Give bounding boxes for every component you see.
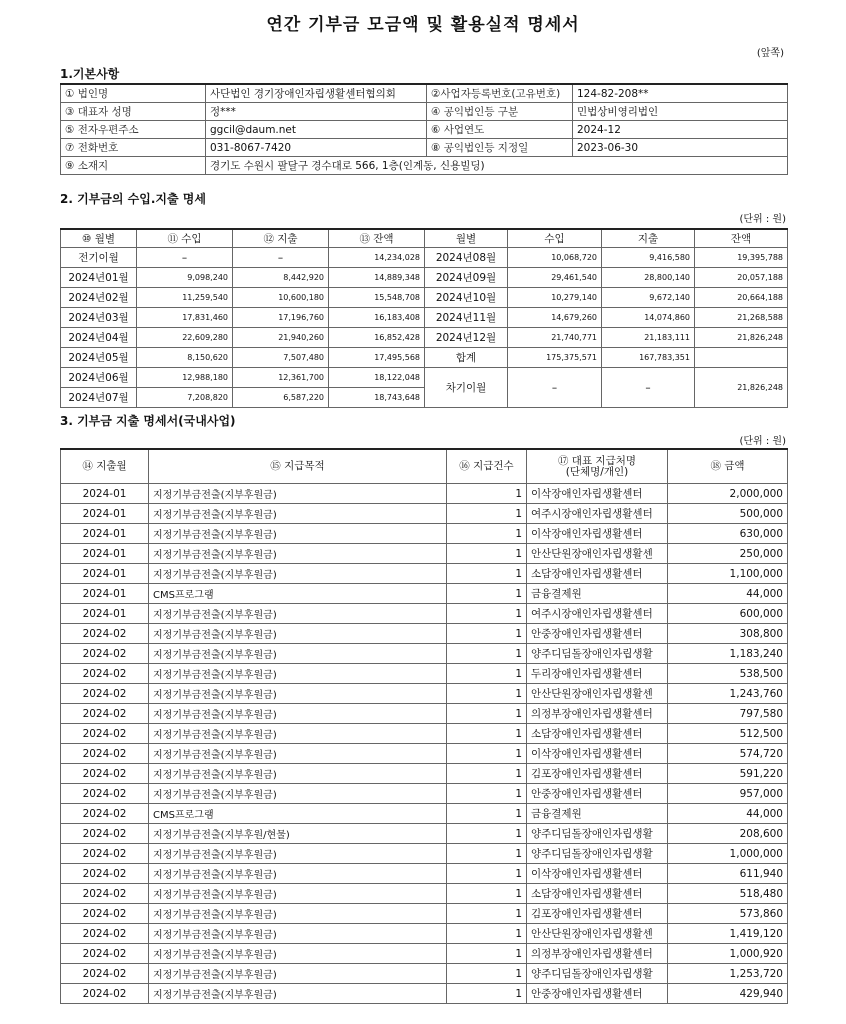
expense-payee: 김포장애인자립생활센터 bbox=[527, 904, 668, 924]
expense-amount: 538,500 bbox=[668, 664, 788, 684]
inc-balance: 14,889,348 bbox=[329, 268, 425, 288]
expense-amount: 308,800 bbox=[668, 624, 788, 644]
inc-income: 29,461,540 bbox=[508, 268, 602, 288]
table-row bbox=[61, 484, 788, 504]
inc-balance: 20,664,188 bbox=[695, 288, 788, 308]
info-row bbox=[61, 103, 788, 121]
info-value: 124-82-208** bbox=[573, 84, 788, 103]
expense-count: 1 bbox=[447, 844, 527, 864]
table-row bbox=[61, 944, 788, 964]
inc-month: 2024년09월 bbox=[425, 268, 508, 288]
table-row bbox=[61, 984, 788, 1004]
expense-month: 2024-02 bbox=[61, 684, 149, 704]
table-row bbox=[61, 544, 788, 564]
expense-payee: 양주디딤돌장애인자립생활 bbox=[527, 824, 668, 844]
inc-income: – bbox=[137, 248, 233, 268]
expense-amount: 1,253,720 bbox=[668, 964, 788, 984]
expense-count: 1 bbox=[447, 744, 527, 764]
expense-purpose: 지정기부금전출(지부후원금) bbox=[149, 964, 447, 984]
expense-month: 2024-01 bbox=[61, 564, 149, 584]
inc-row bbox=[61, 348, 788, 368]
expense-month: 2024-02 bbox=[61, 824, 149, 844]
expense-payee: 금융결제원 bbox=[527, 584, 668, 604]
inc-expense: 17,196,760 bbox=[233, 308, 329, 328]
expense-count: 1 bbox=[447, 584, 527, 604]
inc-row bbox=[61, 308, 788, 328]
expense-purpose: CMS프로그램 bbox=[149, 804, 447, 824]
expense-amount: 518,480 bbox=[668, 884, 788, 904]
income-expense-table bbox=[60, 228, 788, 408]
expense-count: 1 bbox=[447, 544, 527, 564]
expense-purpose: 지정기부금전출(지부후원금) bbox=[149, 484, 447, 504]
inc-header: ⑩ 월별 bbox=[61, 229, 137, 248]
expense-amount: 630,000 bbox=[668, 524, 788, 544]
expense-month: 2024-02 bbox=[61, 784, 149, 804]
expense-month: 2024-02 bbox=[61, 724, 149, 744]
expense-amount: 611,940 bbox=[668, 864, 788, 884]
inc-balance: 18,743,648 bbox=[329, 388, 425, 408]
inc-row bbox=[61, 268, 788, 288]
expense-payee: 두리장애인자립생활센터 bbox=[527, 664, 668, 684]
expense-payee: 양주디딤돌장애인자립생활 bbox=[527, 644, 668, 664]
info-label: ④ 공익법인등 구분 bbox=[427, 103, 573, 121]
expense-purpose: 지정기부금전출(지부후원금) bbox=[149, 764, 447, 784]
expense-month: 2024-02 bbox=[61, 624, 149, 644]
inc-expense: 28,800,140 bbox=[602, 268, 695, 288]
table-row bbox=[61, 844, 788, 864]
expense-purpose: 지정기부금전출(지부후원금) bbox=[149, 944, 447, 964]
expense-month: 2024-01 bbox=[61, 504, 149, 524]
expense-purpose: 지정기부금전출(지부후원금) bbox=[149, 644, 447, 664]
expense-count: 1 bbox=[447, 824, 527, 844]
expense-amount: 1,243,760 bbox=[668, 684, 788, 704]
inc-month: 전기이월 bbox=[61, 248, 137, 268]
info-label: ⑤ 전자우편주소 bbox=[61, 121, 206, 139]
expense-payee: 이삭장애인자립생활센터 bbox=[527, 524, 668, 544]
expense-month: 2024-02 bbox=[61, 644, 149, 664]
expense-purpose: 지정기부금전출(지부후원금) bbox=[149, 604, 447, 624]
inc-month: 2024년08월 bbox=[425, 248, 508, 268]
expense-count: 1 bbox=[447, 904, 527, 924]
info-label: ⑥ 사업연도 bbox=[427, 121, 573, 139]
expense-payee: 여주시장애인자립생활센터 bbox=[527, 604, 668, 624]
inc-month: 2024년10월 bbox=[425, 288, 508, 308]
address-label: ⑨ 소재지 bbox=[61, 157, 206, 175]
payee-header-line2: (단체명/개인) bbox=[565, 465, 629, 478]
table-row bbox=[61, 504, 788, 524]
expense-amount: 600,000 bbox=[668, 604, 788, 624]
inc-expense: 6,587,220 bbox=[233, 388, 329, 408]
inc-expense: 7,507,480 bbox=[233, 348, 329, 368]
inc-month: 합계 bbox=[425, 348, 508, 368]
inc-balance: 15,548,708 bbox=[329, 288, 425, 308]
expense-payee: 양주디딤돌장애인자립생활 bbox=[527, 964, 668, 984]
col-payee-header bbox=[527, 449, 668, 484]
table-row bbox=[61, 824, 788, 844]
info-value: 정*** bbox=[206, 103, 427, 121]
table-row bbox=[61, 744, 788, 764]
expense-count: 1 bbox=[447, 784, 527, 804]
inc-row bbox=[61, 248, 788, 268]
inc-expense: 8,442,920 bbox=[233, 268, 329, 288]
expense-purpose: 지정기부금전출(지부후원금) bbox=[149, 784, 447, 804]
info-value: 민법상비영리법인 bbox=[573, 103, 788, 121]
table-row bbox=[61, 784, 788, 804]
carry-month: 차기이월 bbox=[425, 368, 508, 408]
expense-month: 2024-02 bbox=[61, 904, 149, 924]
info-value: 031-8067-7420 bbox=[206, 139, 427, 157]
col-count-header: ⑯ 지급건수 bbox=[447, 449, 527, 484]
expense-amount: 44,000 bbox=[668, 584, 788, 604]
inc-header: ⑫ 지출 bbox=[233, 229, 329, 248]
inc-balance: 16,852,428 bbox=[329, 328, 425, 348]
table-row bbox=[61, 664, 788, 684]
table-row bbox=[61, 864, 788, 884]
expense-purpose: 지정기부금전출(지부후원금) bbox=[149, 704, 447, 724]
expense-amount: 957,000 bbox=[668, 784, 788, 804]
expense-month: 2024-02 bbox=[61, 704, 149, 724]
section1-heading: 1.기본사항 bbox=[60, 67, 120, 81]
expense-count: 1 bbox=[447, 564, 527, 584]
section2-unit: (단위 : 원) bbox=[739, 214, 786, 225]
inc-month: 2024년01월 bbox=[61, 268, 137, 288]
expense-payee: 안산단원장애인자립생활센 bbox=[527, 924, 668, 944]
expense-count: 1 bbox=[447, 704, 527, 724]
expense-month: 2024-01 bbox=[61, 604, 149, 624]
inc-balance: 16,183,408 bbox=[329, 308, 425, 328]
expense-month: 2024-01 bbox=[61, 584, 149, 604]
info-row-address bbox=[61, 157, 788, 175]
inc-expense: 167,783,351 bbox=[602, 348, 695, 368]
inc-income: 10,279,140 bbox=[508, 288, 602, 308]
info-row bbox=[61, 121, 788, 139]
expense-purpose: 지정기부금전출(지부후원금) bbox=[149, 864, 447, 884]
expense-purpose: 지정기부금전출(지부후원/현물) bbox=[149, 824, 447, 844]
info-label: ⑦ 전화번호 bbox=[61, 139, 206, 157]
expense-payee: 안중장애인자립생활센터 bbox=[527, 984, 668, 1004]
expense-month: 2024-02 bbox=[61, 924, 149, 944]
expense-month: 2024-02 bbox=[61, 964, 149, 984]
expense-count: 1 bbox=[447, 684, 527, 704]
expense-count: 1 bbox=[447, 944, 527, 964]
expense-payee: 이삭장애인자립생활센터 bbox=[527, 744, 668, 764]
expense-purpose: 지정기부금전출(지부후원금) bbox=[149, 924, 447, 944]
table-row bbox=[61, 924, 788, 944]
expense-month: 2024-01 bbox=[61, 484, 149, 504]
section3-unit: (단위 : 원) bbox=[739, 436, 786, 447]
expense-count: 1 bbox=[447, 664, 527, 684]
expense-amount: 208,600 bbox=[668, 824, 788, 844]
inc-header: 잔액 bbox=[695, 229, 788, 248]
table-row bbox=[61, 624, 788, 644]
inc-month: 2024년04월 bbox=[61, 328, 137, 348]
inc-header: 월별 bbox=[425, 229, 508, 248]
page-title: 연간 기부금 모금액 및 활용실적 명세서 bbox=[266, 15, 580, 35]
expense-count: 1 bbox=[447, 724, 527, 744]
basic-info-table bbox=[60, 83, 788, 175]
inc-month: 2024년12월 bbox=[425, 328, 508, 348]
table-row bbox=[61, 584, 788, 604]
expense-amount: 1,000,000 bbox=[668, 844, 788, 864]
expense-amount: 1,419,120 bbox=[668, 924, 788, 944]
inc-row bbox=[61, 328, 788, 348]
inc-header: 지출 bbox=[602, 229, 695, 248]
expense-month: 2024-02 bbox=[61, 664, 149, 684]
expense-purpose: 지정기부금전출(지부후원금) bbox=[149, 504, 447, 524]
inc-income: 21,740,771 bbox=[508, 328, 602, 348]
expense-payee: 안산단원장애인자립생활센 bbox=[527, 544, 668, 564]
expense-month: 2024-02 bbox=[61, 944, 149, 964]
expense-payee: 양주디딤돌장애인자립생활 bbox=[527, 844, 668, 864]
expense-count: 1 bbox=[447, 964, 527, 984]
expense-payee: 의정부장애인자립생활센터 bbox=[527, 944, 668, 964]
expense-purpose: 지정기부금전출(지부후원금) bbox=[149, 624, 447, 644]
inc-balance: 21,826,248 bbox=[695, 328, 788, 348]
table-row bbox=[61, 684, 788, 704]
expense-purpose: 지정기부금전출(지부후원금) bbox=[149, 984, 447, 1004]
inc-expense: 21,183,111 bbox=[602, 328, 695, 348]
expense-payee: 이삭장애인자립생활센터 bbox=[527, 484, 668, 504]
inc-income: 14,679,260 bbox=[508, 308, 602, 328]
inc-income: 175,375,571 bbox=[508, 348, 602, 368]
inc-month: 2024년02월 bbox=[61, 288, 137, 308]
carry-income: – bbox=[508, 368, 602, 408]
info-label: ②사업자등록번호(고유번호) bbox=[427, 84, 573, 103]
expense-payee: 소담장애인자립생활센터 bbox=[527, 884, 668, 904]
inc-header: ⑪ 수입 bbox=[137, 229, 233, 248]
inc-income: 12,988,180 bbox=[137, 368, 233, 388]
inc-balance: 18,122,048 bbox=[329, 368, 425, 388]
expense-purpose: 지정기부금전출(지부후원금) bbox=[149, 724, 447, 744]
expense-count: 1 bbox=[447, 604, 527, 624]
inc-balance bbox=[695, 348, 788, 368]
expense-payee: 금융결제원 bbox=[527, 804, 668, 824]
carry-expense: – bbox=[602, 368, 695, 408]
expense-amount: 500,000 bbox=[668, 504, 788, 524]
expense-amount: 2,000,000 bbox=[668, 484, 788, 504]
expense-detail-table bbox=[60, 448, 788, 1004]
expense-amount: 573,860 bbox=[668, 904, 788, 924]
inc-month: 2024년05월 bbox=[61, 348, 137, 368]
expense-count: 1 bbox=[447, 624, 527, 644]
col-amount-header: ⑱ 금액 bbox=[668, 449, 788, 484]
section3-heading: 3. 기부금 지출 명세서(국내사업) bbox=[60, 414, 236, 428]
inc-balance: 21,268,588 bbox=[695, 308, 788, 328]
inc-income: 10,068,720 bbox=[508, 248, 602, 268]
expense-payee: 의정부장애인자립생활센터 bbox=[527, 704, 668, 724]
expense-amount: 797,580 bbox=[668, 704, 788, 724]
expense-amount: 512,500 bbox=[668, 724, 788, 744]
expense-count: 1 bbox=[447, 484, 527, 504]
inc-month: 2024년06월 bbox=[61, 368, 137, 388]
expense-amount: 1,100,000 bbox=[668, 564, 788, 584]
info-value: 사단법인 경기장애인자립생활센터협의회 bbox=[206, 84, 427, 103]
inc-income: 11,259,540 bbox=[137, 288, 233, 308]
info-label: ③ 대표자 성명 bbox=[61, 103, 206, 121]
expense-amount: 44,000 bbox=[668, 804, 788, 824]
expense-payee: 안중장애인자립생활센터 bbox=[527, 784, 668, 804]
table-row bbox=[61, 904, 788, 924]
col-purpose-header: ⑮ 지급목적 bbox=[149, 449, 447, 484]
inc-month: 2024년07월 bbox=[61, 388, 137, 408]
expense-count: 1 bbox=[447, 764, 527, 784]
info-label: ⑧ 공익법인등 지정일 bbox=[427, 139, 573, 157]
expense-purpose: 지정기부금전출(지부후원금) bbox=[149, 844, 447, 864]
table-row bbox=[61, 884, 788, 904]
expense-amount: 591,220 bbox=[668, 764, 788, 784]
carry-balance: 21,826,248 bbox=[695, 368, 788, 408]
expense-purpose: 지정기부금전출(지부후원금) bbox=[149, 884, 447, 904]
expense-purpose: 지정기부금전출(지부후원금) bbox=[149, 904, 447, 924]
expense-payee: 안산단원장애인자립생활센 bbox=[527, 684, 668, 704]
expense-count: 1 bbox=[447, 504, 527, 524]
expense-purpose: 지정기부금전출(지부후원금) bbox=[149, 564, 447, 584]
expense-purpose: 지정기부금전출(지부후원금) bbox=[149, 744, 447, 764]
expense-payee: 안중장애인자립생활센터 bbox=[527, 624, 668, 644]
table-row bbox=[61, 964, 788, 984]
table-row bbox=[61, 704, 788, 724]
expense-amount: 250,000 bbox=[668, 544, 788, 564]
inc-expense: 12,361,700 bbox=[233, 368, 329, 388]
table-row bbox=[61, 724, 788, 744]
expense-count: 1 bbox=[447, 804, 527, 824]
info-value: ggcil@daum.net bbox=[206, 121, 427, 139]
expense-count: 1 bbox=[447, 524, 527, 544]
inc-expense: 9,416,580 bbox=[602, 248, 695, 268]
expense-purpose: CMS프로그램 bbox=[149, 584, 447, 604]
expense-month: 2024-02 bbox=[61, 804, 149, 824]
inc-expense: – bbox=[233, 248, 329, 268]
expense-payee: 소담장애인자립생활센터 bbox=[527, 724, 668, 744]
info-label: ① 법인명 bbox=[61, 84, 206, 103]
expense-payee: 이삭장애인자립생활센터 bbox=[527, 864, 668, 884]
info-row bbox=[61, 139, 788, 157]
expense-count: 1 bbox=[447, 984, 527, 1004]
col-month-header: ⑭ 지출월 bbox=[61, 449, 149, 484]
expense-payee: 소담장애인자립생활센터 bbox=[527, 564, 668, 584]
inc-income: 8,150,620 bbox=[137, 348, 233, 368]
inc-expense: 21,940,260 bbox=[233, 328, 329, 348]
expense-month: 2024-02 bbox=[61, 764, 149, 784]
table-row bbox=[61, 524, 788, 544]
expense-payee: 김포장애인자립생활센터 bbox=[527, 764, 668, 784]
expense-month: 2024-02 bbox=[61, 984, 149, 1004]
expense-payee: 여주시장애인자립생활센터 bbox=[527, 504, 668, 524]
inc-balance: 19,395,788 bbox=[695, 248, 788, 268]
expense-count: 1 bbox=[447, 884, 527, 904]
expense-amount: 574,720 bbox=[668, 744, 788, 764]
expense-purpose: 지정기부금전출(지부후원금) bbox=[149, 684, 447, 704]
inc-expense: 14,074,860 bbox=[602, 308, 695, 328]
info-row bbox=[61, 84, 788, 103]
table-row bbox=[61, 804, 788, 824]
info-value: 2024-12 bbox=[573, 121, 788, 139]
inc-month: 2024년11월 bbox=[425, 308, 508, 328]
inc-row bbox=[61, 288, 788, 308]
inc-header: 수입 bbox=[508, 229, 602, 248]
inc-balance: 20,057,188 bbox=[695, 268, 788, 288]
inc-balance: 14,234,028 bbox=[329, 248, 425, 268]
expense-month: 2024-02 bbox=[61, 844, 149, 864]
inc-expense: 9,672,140 bbox=[602, 288, 695, 308]
table-row bbox=[61, 564, 788, 584]
expense-month: 2024-02 bbox=[61, 744, 149, 764]
expense-count: 1 bbox=[447, 864, 527, 884]
expense-amount: 429,940 bbox=[668, 984, 788, 1004]
info-value: 2023-06-30 bbox=[573, 139, 788, 157]
table-row bbox=[61, 644, 788, 664]
front-page-label: (앞쪽) bbox=[756, 48, 784, 59]
expense-month: 2024-02 bbox=[61, 884, 149, 904]
inc-month: 2024년03월 bbox=[61, 308, 137, 328]
address-value: 경기도 수원시 팔달구 경수대로 566, 1층(인계동, 신용빌딩) bbox=[206, 157, 788, 175]
table-row bbox=[61, 764, 788, 784]
expense-amount: 1,183,240 bbox=[668, 644, 788, 664]
inc-balance: 17,495,568 bbox=[329, 348, 425, 368]
inc-income: 17,831,460 bbox=[137, 308, 233, 328]
expense-amount: 1,000,920 bbox=[668, 944, 788, 964]
inc-income: 7,208,820 bbox=[137, 388, 233, 408]
section2-heading: 2. 기부금의 수입.지출 명세 bbox=[60, 192, 206, 206]
expense-count: 1 bbox=[447, 924, 527, 944]
expense-month: 2024-01 bbox=[61, 524, 149, 544]
inc-header: ⑬ 잔액 bbox=[329, 229, 425, 248]
payee-header-line1: ⑰ 대표 지급처명 bbox=[557, 454, 637, 467]
inc-expense: 10,600,180 bbox=[233, 288, 329, 308]
table-row bbox=[61, 604, 788, 624]
inc-income: 9,098,240 bbox=[137, 268, 233, 288]
inc-row bbox=[61, 368, 788, 388]
expense-month: 2024-01 bbox=[61, 544, 149, 564]
expense-purpose: 지정기부금전출(지부후원금) bbox=[149, 664, 447, 684]
expense-count: 1 bbox=[447, 644, 527, 664]
expense-month: 2024-02 bbox=[61, 864, 149, 884]
expense-purpose: 지정기부금전출(지부후원금) bbox=[149, 544, 447, 564]
expense-purpose: 지정기부금전출(지부후원금) bbox=[149, 524, 447, 544]
inc-income: 22,609,280 bbox=[137, 328, 233, 348]
